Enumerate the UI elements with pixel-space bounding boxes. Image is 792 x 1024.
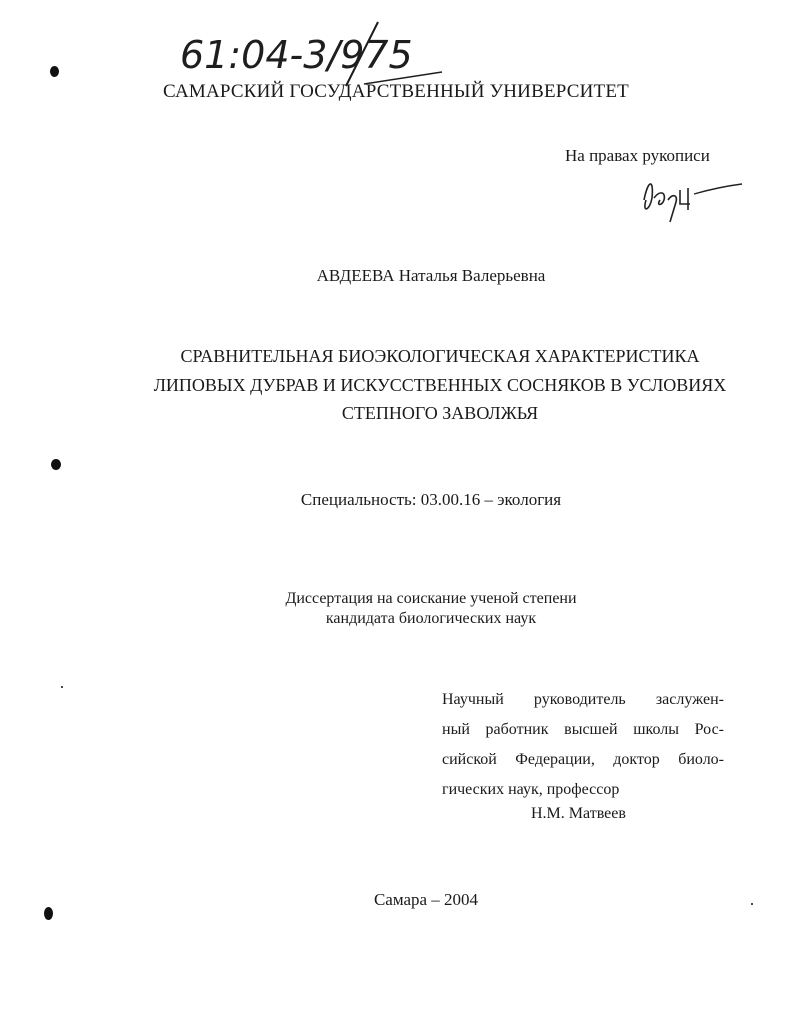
degree-statement xyxy=(0,589,792,629)
scan-speck xyxy=(51,459,61,470)
stamp-code-text: 61:04-3/975 xyxy=(180,33,413,77)
title-line: ЛИПОВЫХ ДУБРАВ И ИСКУССТВЕННЫХ СОСНЯКОВ В УСЛОВИЯХ xyxy=(153,374,727,395)
supervisor-line: ный работник высшей школы Рос- xyxy=(442,721,724,738)
signature xyxy=(636,170,746,230)
supervisor-line: Научный руководитель заслужен- xyxy=(442,691,724,708)
scan-speck xyxy=(61,686,63,688)
title-line: СРАВНИТЕЛЬНАЯ БИОЭКОЛОГИЧЕСКАЯ ХАРАКТЕРИСТИКА xyxy=(180,346,700,366)
degree-statement-line: Диссертация на соискание ученой степени xyxy=(285,590,577,607)
scan-speck xyxy=(751,903,753,905)
scan-speck xyxy=(44,907,53,920)
supervisor-name: Н.М. Матвеев xyxy=(531,805,626,822)
handwritten-stamp-code xyxy=(150,20,460,90)
supervisor-block xyxy=(442,685,724,805)
title-line: СТЕПНОГО ЗАВОЛЖЬЯ xyxy=(341,403,539,423)
author-surname: АВДЕЕВА xyxy=(316,266,395,285)
scan-speck xyxy=(50,66,59,77)
degree-statement-line: кандидата биологических наук xyxy=(325,610,537,627)
author-given-names: Наталья Валерьевна xyxy=(398,266,546,285)
university-name: САМАРСКИЙ ГОСУДАРСТВЕННЫЙ УНИВЕРСИТЕТ xyxy=(163,81,629,102)
author-name xyxy=(0,266,792,286)
city-year: Самара – 2004 xyxy=(373,890,479,909)
supervisor-line: сийской Федерации, доктор биоло- xyxy=(442,751,724,768)
supervisor-line: гических наук, профессор xyxy=(442,781,620,798)
manuscript-rights-note: На правах рукописи xyxy=(565,146,710,165)
speciality: Специальность: 03.00.16 – экология xyxy=(300,490,562,509)
dissertation-title xyxy=(120,342,760,428)
